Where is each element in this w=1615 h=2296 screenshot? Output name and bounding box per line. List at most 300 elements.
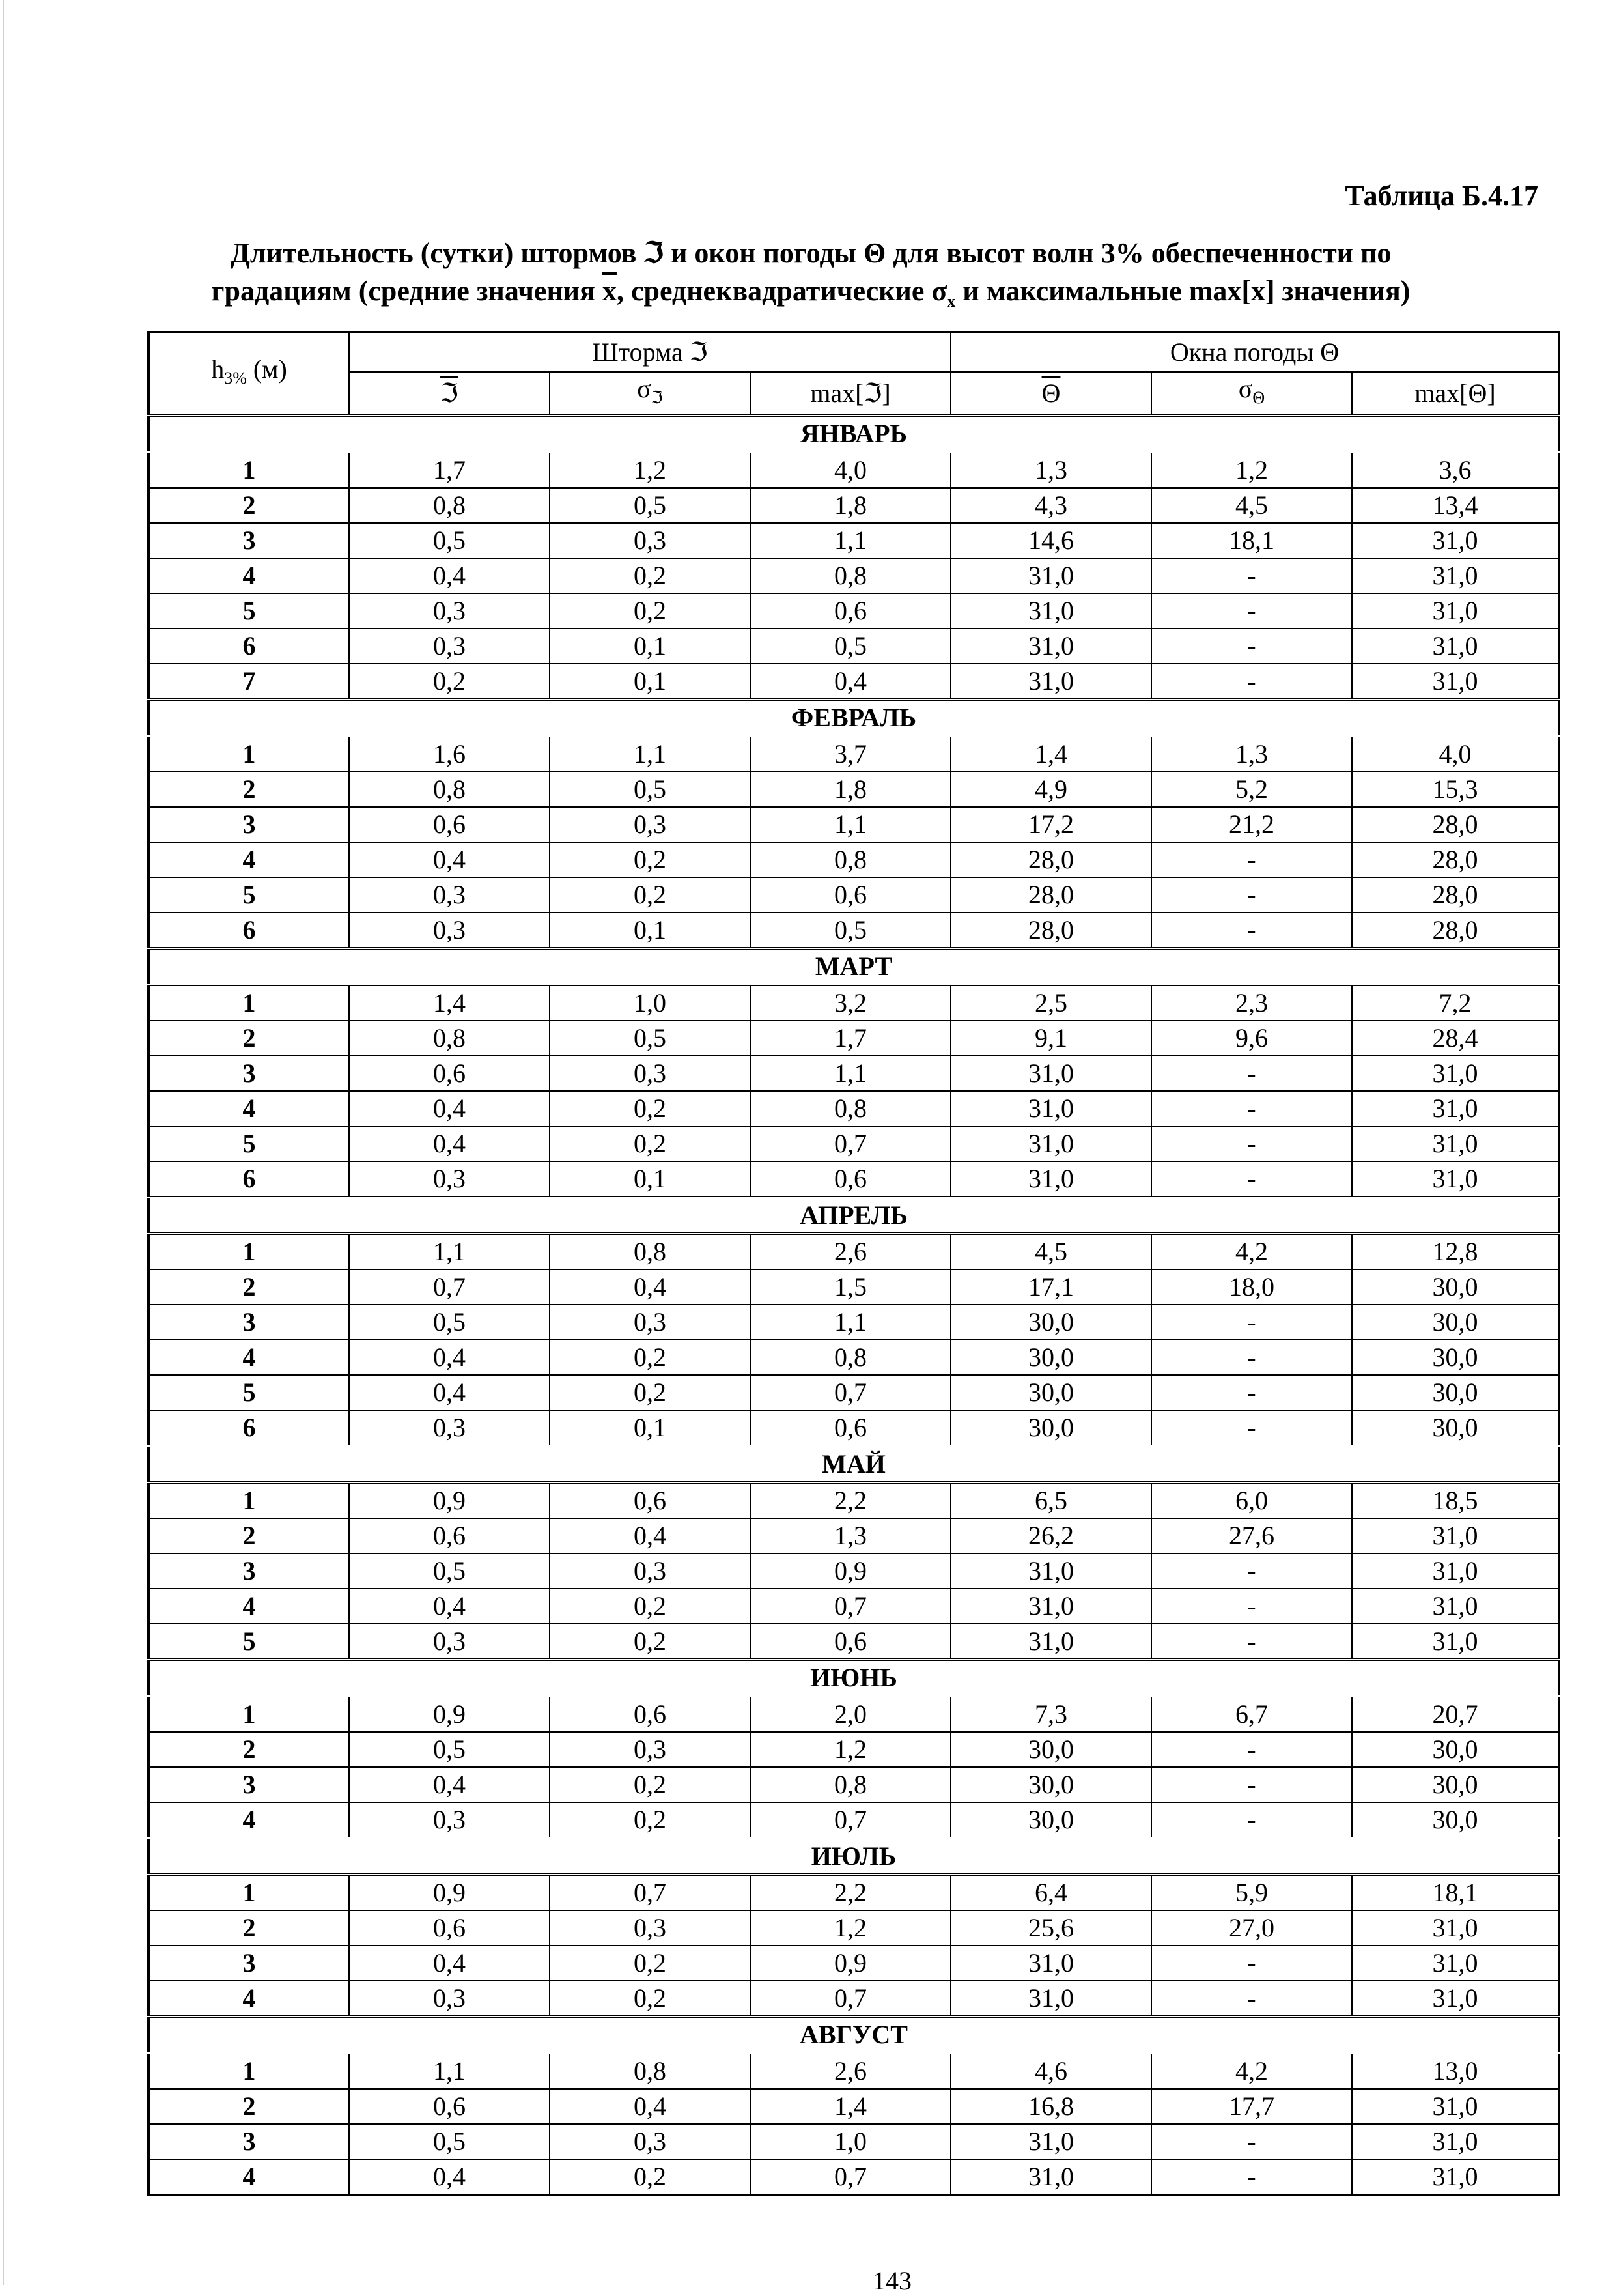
storm-mean-cell: 0,5 <box>349 2124 550 2159</box>
height-cell: 3 <box>148 2124 349 2159</box>
header-h-sub: 3% <box>224 369 247 388</box>
storm-mean-cell: 0,3 <box>349 1802 550 1838</box>
height-cell: 4 <box>148 1981 349 2017</box>
table-row <box>148 523 1559 558</box>
window-max-cell: 31,0 <box>1352 1910 1559 1946</box>
table-row <box>148 1410 1559 1446</box>
window-max-cell: 15,3 <box>1352 772 1559 807</box>
window-max-cell: 3,6 <box>1352 452 1559 488</box>
storm-max-cell: 4,0 <box>750 452 951 488</box>
storm-max-cell: 1,2 <box>750 1732 951 1767</box>
height-cell: 2 <box>148 772 349 807</box>
window-sigma-cell: - <box>1151 1553 1352 1589</box>
window-mean-cell: 31,0 <box>951 1126 1151 1161</box>
height-cell: 5 <box>148 877 349 913</box>
storm-max-cell: 0,7 <box>750 1981 951 2017</box>
height-cell: 5 <box>148 1624 349 1660</box>
table-row <box>148 1589 1559 1624</box>
table-row <box>148 1091 1559 1126</box>
storm-sigma-cell: 0,8 <box>550 2053 750 2089</box>
window-mean-cell: 4,5 <box>951 1234 1151 1269</box>
window-mean-cell: 31,0 <box>951 1091 1151 1126</box>
storm-mean-cell: 0,6 <box>349 1056 550 1091</box>
table-row <box>148 558 1559 593</box>
storm-sigma-cell: 0,5 <box>550 1021 750 1056</box>
height-cell: 1 <box>148 1482 349 1518</box>
storm-max-cell: 2,6 <box>750 2053 951 2089</box>
height-cell: 3 <box>148 1946 349 1981</box>
month-row <box>148 1660 1559 1696</box>
storm-sigma-cell: 0,1 <box>550 1410 750 1446</box>
window-sigma-cell: 4,2 <box>1151 2053 1352 2089</box>
storm-mean-cell: 0,6 <box>349 2089 550 2124</box>
storm-mean-cell: 0,3 <box>349 1624 550 1660</box>
storm-mean-cell: 0,4 <box>349 558 550 593</box>
storm-max-cell: 1,1 <box>750 1056 951 1091</box>
window-mean-cell: 31,0 <box>951 1161 1151 1197</box>
window-mean-cell: 4,3 <box>951 488 1151 523</box>
height-cell: 2 <box>148 1269 349 1305</box>
storm-sigma-cell: 0,2 <box>550 2159 750 2195</box>
table-row <box>148 807 1559 842</box>
window-max-cell: 12,8 <box>1352 1234 1559 1269</box>
duration-table <box>147 331 1560 2196</box>
window-mean-cell: 26,2 <box>951 1518 1151 1553</box>
height-cell: 1 <box>148 2053 349 2089</box>
storm-sigma-cell: 0,5 <box>550 488 750 523</box>
month-row <box>148 416 1559 452</box>
table-row <box>148 1161 1559 1197</box>
month-heading: ИЮНЬ <box>148 1660 1559 1696</box>
window-sigma-cell: - <box>1151 2124 1352 2159</box>
window-mean-cell: 31,0 <box>951 1056 1151 1091</box>
storm-max-cell: 0,6 <box>750 877 951 913</box>
storm-max-cell: 2,0 <box>750 1696 951 1732</box>
storm-sigma-cell: 0,2 <box>550 1589 750 1624</box>
height-cell: 5 <box>148 593 349 629</box>
window-mean-cell: 31,0 <box>951 664 1151 700</box>
storm-mean-cell: 0,4 <box>349 1091 550 1126</box>
window-max-cell: 20,7 <box>1352 1696 1559 1732</box>
table-row <box>148 1482 1559 1518</box>
storm-sigma-cell: 0,2 <box>550 1767 750 1802</box>
window-max-cell: 30,0 <box>1352 1410 1559 1446</box>
storm-mean-cell: 0,8 <box>349 1021 550 1056</box>
window-mean-cell: 16,8 <box>951 2089 1151 2124</box>
storm-mean-cell: 0,9 <box>349 1875 550 1910</box>
storm-sigma-cell: 0,2 <box>550 1802 750 1838</box>
header-storm-mean <box>349 372 550 416</box>
storm-sigma-cell: 0,2 <box>550 593 750 629</box>
height-cell: 4 <box>148 2159 349 2195</box>
header-window-sigma-sub: Θ <box>1252 388 1265 407</box>
window-max-cell: 30,0 <box>1352 1732 1559 1767</box>
window-sigma-cell: - <box>1151 1126 1352 1161</box>
storm-max-cell: 0,5 <box>750 629 951 664</box>
storm-sigma-cell: 0,2 <box>550 1340 750 1375</box>
window-max-cell: 31,0 <box>1352 523 1559 558</box>
window-max-cell: 31,0 <box>1352 1518 1559 1553</box>
storm-mean-cell: 0,6 <box>349 1910 550 1946</box>
storm-sigma-cell: 0,2 <box>550 558 750 593</box>
table-row <box>148 2053 1559 2089</box>
table-row <box>148 842 1559 877</box>
header-windows-group: Окна погоды Θ <box>951 332 1559 372</box>
storm-sigma-cell: 0,3 <box>550 523 750 558</box>
storm-sigma-cell: 0,2 <box>550 877 750 913</box>
table-row <box>148 1518 1559 1553</box>
window-sigma-cell: 4,5 <box>1151 488 1352 523</box>
table-row <box>148 1021 1559 1056</box>
storm-max-cell: 0,6 <box>750 593 951 629</box>
window-sigma-cell: - <box>1151 1802 1352 1838</box>
window-max-cell: 31,0 <box>1352 2089 1559 2124</box>
caption-line-2 <box>78 272 1543 320</box>
storm-mean-cell: 0,9 <box>349 1696 550 1732</box>
storm-max-cell: 2,6 <box>750 1234 951 1269</box>
window-max-cell: 31,0 <box>1352 1946 1559 1981</box>
caption-xbar: $\overline{x}$ <box>602 275 617 307</box>
height-cell: 6 <box>148 629 349 664</box>
height-cell: 2 <box>148 1732 349 1767</box>
storm-max-cell: 0,6 <box>750 1624 951 1660</box>
storm-max-cell: 0,8 <box>750 842 951 877</box>
month-row <box>148 948 1559 985</box>
height-cell: 3 <box>148 1305 349 1340</box>
window-max-cell: 31,0 <box>1352 2159 1559 2195</box>
window-max-cell: 31,0 <box>1352 1126 1559 1161</box>
month-heading: ИЮЛЬ <box>148 1838 1559 1875</box>
window-sigma-cell: - <box>1151 1410 1352 1446</box>
window-sigma-cell: - <box>1151 1375 1352 1410</box>
window-sigma-cell: - <box>1151 1161 1352 1197</box>
storm-max-cell: 1,8 <box>750 488 951 523</box>
table-row <box>148 488 1559 523</box>
storm-max-cell: 0,6 <box>750 1161 951 1197</box>
storm-sigma-cell: 0,2 <box>550 1946 750 1981</box>
month-heading: МАЙ <box>148 1446 1559 1482</box>
window-sigma-cell: 4,2 <box>1151 1234 1352 1269</box>
window-mean-cell: 30,0 <box>951 1375 1151 1410</box>
window-sigma-cell: 1,2 <box>1151 452 1352 488</box>
window-max-cell: 28,0 <box>1352 842 1559 877</box>
scan-edge-line <box>3 0 4 2285</box>
window-max-cell: 30,0 <box>1352 1305 1559 1340</box>
height-cell: 1 <box>148 736 349 772</box>
height-cell: 3 <box>148 1553 349 1589</box>
storm-sigma-cell: 0,3 <box>550 1910 750 1946</box>
header-storm-max: max[ℑ] <box>750 372 951 416</box>
window-mean-cell: 31,0 <box>951 558 1151 593</box>
storm-mean-cell: 0,8 <box>349 488 550 523</box>
height-cell: 1 <box>148 452 349 488</box>
storm-max-cell: 0,7 <box>750 1126 951 1161</box>
table-row <box>148 1696 1559 1732</box>
window-mean-cell: 31,0 <box>951 629 1151 664</box>
table-row <box>148 452 1559 488</box>
window-sigma-cell: 9,6 <box>1151 1021 1352 1056</box>
month-row <box>148 1446 1559 1482</box>
window-sigma-cell: - <box>1151 1981 1352 2017</box>
window-max-cell: 31,0 <box>1352 629 1559 664</box>
storm-mean-cell: 0,5 <box>349 523 550 558</box>
storm-max-cell: 3,7 <box>750 736 951 772</box>
table-row <box>148 1875 1559 1910</box>
height-cell: 7 <box>148 664 349 700</box>
table-row <box>148 877 1559 913</box>
height-cell: 5 <box>148 1126 349 1161</box>
storm-sigma-cell: 0,3 <box>550 1553 750 1589</box>
table-row <box>148 772 1559 807</box>
height-cell: 1 <box>148 1875 349 1910</box>
caption-part-a: градациям (средние значения <box>211 275 595 307</box>
storm-mean-cell: 0,3 <box>349 1161 550 1197</box>
table-row <box>148 1553 1559 1589</box>
table-caption <box>78 234 1543 320</box>
month-row <box>148 1838 1559 1875</box>
month-heading: АПРЕЛЬ <box>148 1197 1559 1234</box>
window-mean-cell: 28,0 <box>951 842 1151 877</box>
window-sigma-cell: - <box>1151 1056 1352 1091</box>
height-cell: 2 <box>148 2089 349 2124</box>
storm-mean-cell: 0,9 <box>349 1482 550 1518</box>
window-sigma-cell: - <box>1151 1624 1352 1660</box>
window-max-cell: 30,0 <box>1352 1340 1559 1375</box>
window-sigma-cell: 18,0 <box>1151 1269 1352 1305</box>
window-max-cell: 18,1 <box>1352 1875 1559 1910</box>
storm-sigma-cell: 0,8 <box>550 1234 750 1269</box>
window-max-cell: 28,0 <box>1352 913 1559 948</box>
height-cell: 2 <box>148 488 349 523</box>
table-row <box>148 629 1559 664</box>
storm-mean-cell: 0,3 <box>349 1981 550 2017</box>
storm-sigma-cell: 0,7 <box>550 1875 750 1910</box>
window-sigma-cell: - <box>1151 842 1352 877</box>
storm-mean-cell: 1,7 <box>349 452 550 488</box>
storm-mean-cell: 1,6 <box>349 736 550 772</box>
height-cell: 1 <box>148 1696 349 1732</box>
table-row <box>148 1624 1559 1660</box>
height-cell: 2 <box>148 1518 349 1553</box>
window-sigma-cell: 2,3 <box>1151 985 1352 1021</box>
page-number: 143 <box>873 2266 912 2295</box>
header-storm-sigma <box>550 372 750 416</box>
window-mean-cell: 31,0 <box>951 593 1151 629</box>
height-cell: 3 <box>148 807 349 842</box>
table-row <box>148 1802 1559 1838</box>
storm-sigma-cell: 0,6 <box>550 1482 750 1518</box>
window-sigma-cell: 1,3 <box>1151 736 1352 772</box>
storm-mean-cell: 0,3 <box>349 913 550 948</box>
table-row <box>148 1234 1559 1269</box>
caption-part-b: , среднеквадратические σ <box>616 275 948 307</box>
window-sigma-cell: 5,2 <box>1151 772 1352 807</box>
storm-sigma-cell: 0,3 <box>550 807 750 842</box>
storm-max-cell: 0,6 <box>750 1410 951 1446</box>
month-row <box>148 1197 1559 1234</box>
window-max-cell: 7,2 <box>1352 985 1559 1021</box>
storm-max-cell: 0,7 <box>750 1589 951 1624</box>
window-mean-cell: 2,5 <box>951 985 1151 1021</box>
storm-sigma-cell: 0,1 <box>550 629 750 664</box>
table-row <box>148 736 1559 772</box>
height-cell: 4 <box>148 558 349 593</box>
storm-mean-cell: 0,3 <box>349 593 550 629</box>
storm-max-cell: 3,2 <box>750 985 951 1021</box>
window-max-cell: 28,0 <box>1352 807 1559 842</box>
storm-sigma-cell: 1,1 <box>550 736 750 772</box>
window-mean-cell: 4,6 <box>951 2053 1151 2089</box>
storm-mean-cell: 0,4 <box>349 1340 550 1375</box>
window-max-cell: 28,0 <box>1352 877 1559 913</box>
window-sigma-cell: 6,7 <box>1151 1696 1352 1732</box>
table-row <box>148 593 1559 629</box>
storm-max-cell: 0,7 <box>750 1802 951 1838</box>
window-max-cell: 31,0 <box>1352 1553 1559 1589</box>
storm-max-cell: 1,3 <box>750 1518 951 1553</box>
height-cell: 6 <box>148 1161 349 1197</box>
month-heading: ФЕВРАЛЬ <box>148 700 1559 736</box>
storm-max-cell: 0,8 <box>750 1340 951 1375</box>
window-max-cell: 31,0 <box>1352 1981 1559 2017</box>
window-mean-cell: 4,9 <box>951 772 1151 807</box>
window-mean-cell: 31,0 <box>951 1553 1151 1589</box>
storm-mean-cell: 0,4 <box>349 1126 550 1161</box>
header-window-sigma <box>1151 372 1352 416</box>
header-window-sigma-label: σ <box>1238 374 1253 403</box>
height-cell: 4 <box>148 842 349 877</box>
window-mean-cell: 31,0 <box>951 2124 1151 2159</box>
month-heading: МАРТ <box>148 948 1559 985</box>
window-max-cell: 30,0 <box>1352 1269 1559 1305</box>
storm-mean-cell: 1,1 <box>349 1234 550 1269</box>
window-mean-cell: 17,2 <box>951 807 1151 842</box>
storm-max-cell: 0,7 <box>750 2159 951 2195</box>
window-max-cell: 28,4 <box>1352 1021 1559 1056</box>
window-sigma-cell: - <box>1151 558 1352 593</box>
window-max-cell: 30,0 <box>1352 1802 1559 1838</box>
window-mean-cell: 28,0 <box>951 877 1151 913</box>
window-sigma-cell: - <box>1151 1340 1352 1375</box>
window-sigma-cell: - <box>1151 1946 1352 1981</box>
header-storm-mean-label: ℑ <box>440 378 458 408</box>
table-row <box>148 1056 1559 1091</box>
table-row <box>148 2089 1559 2124</box>
window-mean-cell: 31,0 <box>951 1624 1151 1660</box>
window-max-cell: 18,5 <box>1352 1482 1559 1518</box>
storm-mean-cell: 0,4 <box>349 1946 550 1981</box>
storm-max-cell: 1,2 <box>750 1910 951 1946</box>
window-mean-cell: 28,0 <box>951 913 1151 948</box>
storm-mean-cell: 0,5 <box>349 1732 550 1767</box>
storm-max-cell: 1,1 <box>750 1305 951 1340</box>
window-max-cell: 31,0 <box>1352 1624 1559 1660</box>
window-sigma-cell: - <box>1151 1305 1352 1340</box>
window-sigma-cell: - <box>1151 664 1352 700</box>
table-row <box>148 2124 1559 2159</box>
month-heading: АВГУСТ <box>148 2017 1559 2053</box>
header-h-cell <box>148 332 349 416</box>
window-max-cell: 13,4 <box>1352 488 1559 523</box>
storm-sigma-cell: 0,2 <box>550 842 750 877</box>
window-mean-cell: 30,0 <box>951 1802 1151 1838</box>
storm-mean-cell: 0,7 <box>349 1269 550 1305</box>
storm-sigma-cell: 0,2 <box>550 1091 750 1126</box>
storm-max-cell: 1,0 <box>750 2124 951 2159</box>
table-row <box>148 1946 1559 1981</box>
window-sigma-cell: 5,9 <box>1151 1875 1352 1910</box>
window-sigma-cell: - <box>1151 2159 1352 2195</box>
storm-sigma-cell: 0,1 <box>550 913 750 948</box>
storm-mean-cell: 0,5 <box>349 1553 550 1589</box>
height-cell: 4 <box>148 1340 349 1375</box>
height-cell: 4 <box>148 1589 349 1624</box>
height-cell: 1 <box>148 985 349 1021</box>
storm-sigma-cell: 0,4 <box>550 1269 750 1305</box>
storm-max-cell: 1,4 <box>750 2089 951 2124</box>
window-mean-cell: 14,6 <box>951 523 1151 558</box>
window-max-cell: 30,0 <box>1352 1375 1559 1410</box>
table-row <box>148 1305 1559 1340</box>
window-max-cell: 31,0 <box>1352 664 1559 700</box>
window-max-cell: 4,0 <box>1352 736 1559 772</box>
storm-mean-cell: 0,3 <box>349 877 550 913</box>
height-cell: 2 <box>148 1910 349 1946</box>
storm-sigma-cell: 1,2 <box>550 452 750 488</box>
window-max-cell: 13,0 <box>1352 2053 1559 2089</box>
window-mean-cell: 1,4 <box>951 736 1151 772</box>
window-mean-cell: 30,0 <box>951 1410 1151 1446</box>
storm-sigma-cell: 0,3 <box>550 1732 750 1767</box>
window-max-cell: 31,0 <box>1352 2124 1559 2159</box>
storm-sigma-cell: 0,5 <box>550 772 750 807</box>
window-sigma-cell: - <box>1151 593 1352 629</box>
table-number: Таблица Б.4.17 <box>1345 180 1538 212</box>
header-window-mean-label: $\overline{\Theta}$ <box>1041 378 1061 408</box>
window-mean-cell: 1,3 <box>951 452 1151 488</box>
window-mean-cell: 6,5 <box>951 1482 1151 1518</box>
header-storm-sigma-label: σ <box>637 374 651 403</box>
storm-max-cell: 1,5 <box>750 1269 951 1305</box>
storm-sigma-cell: 0,2 <box>550 1981 750 2017</box>
storm-mean-cell: 0,5 <box>349 1305 550 1340</box>
storm-mean-cell: 1,1 <box>349 2053 550 2089</box>
header-window-mean <box>951 372 1151 416</box>
table-row <box>148 1269 1559 1305</box>
window-sigma-cell: - <box>1151 629 1352 664</box>
storm-max-cell: 0,9 <box>750 1553 951 1589</box>
table-row <box>148 913 1559 948</box>
month-row <box>148 2017 1559 2053</box>
storm-mean-cell: 1,4 <box>349 985 550 1021</box>
window-sigma-cell: - <box>1151 1589 1352 1624</box>
storm-sigma-cell: 0,1 <box>550 1161 750 1197</box>
table-row <box>148 1732 1559 1767</box>
storm-mean-cell: 0,4 <box>349 842 550 877</box>
table-row <box>148 1375 1559 1410</box>
table-row <box>148 985 1559 1021</box>
window-sigma-cell: - <box>1151 913 1352 948</box>
storm-mean-cell: 0,4 <box>349 1375 550 1410</box>
window-mean-cell: 25,6 <box>951 1910 1151 1946</box>
window-sigma-cell: 18,1 <box>1151 523 1352 558</box>
storm-sigma-cell: 0,3 <box>550 2124 750 2159</box>
month-row <box>148 700 1559 736</box>
caption-line-1: Длительность (сутки) штормов ℑ и окон погоды Θ для высот волн 3% обеспеченности по <box>230 237 1392 269</box>
storm-sigma-cell: 0,3 <box>550 1305 750 1340</box>
storm-max-cell: 1,1 <box>750 807 951 842</box>
height-cell: 1 <box>148 1234 349 1269</box>
